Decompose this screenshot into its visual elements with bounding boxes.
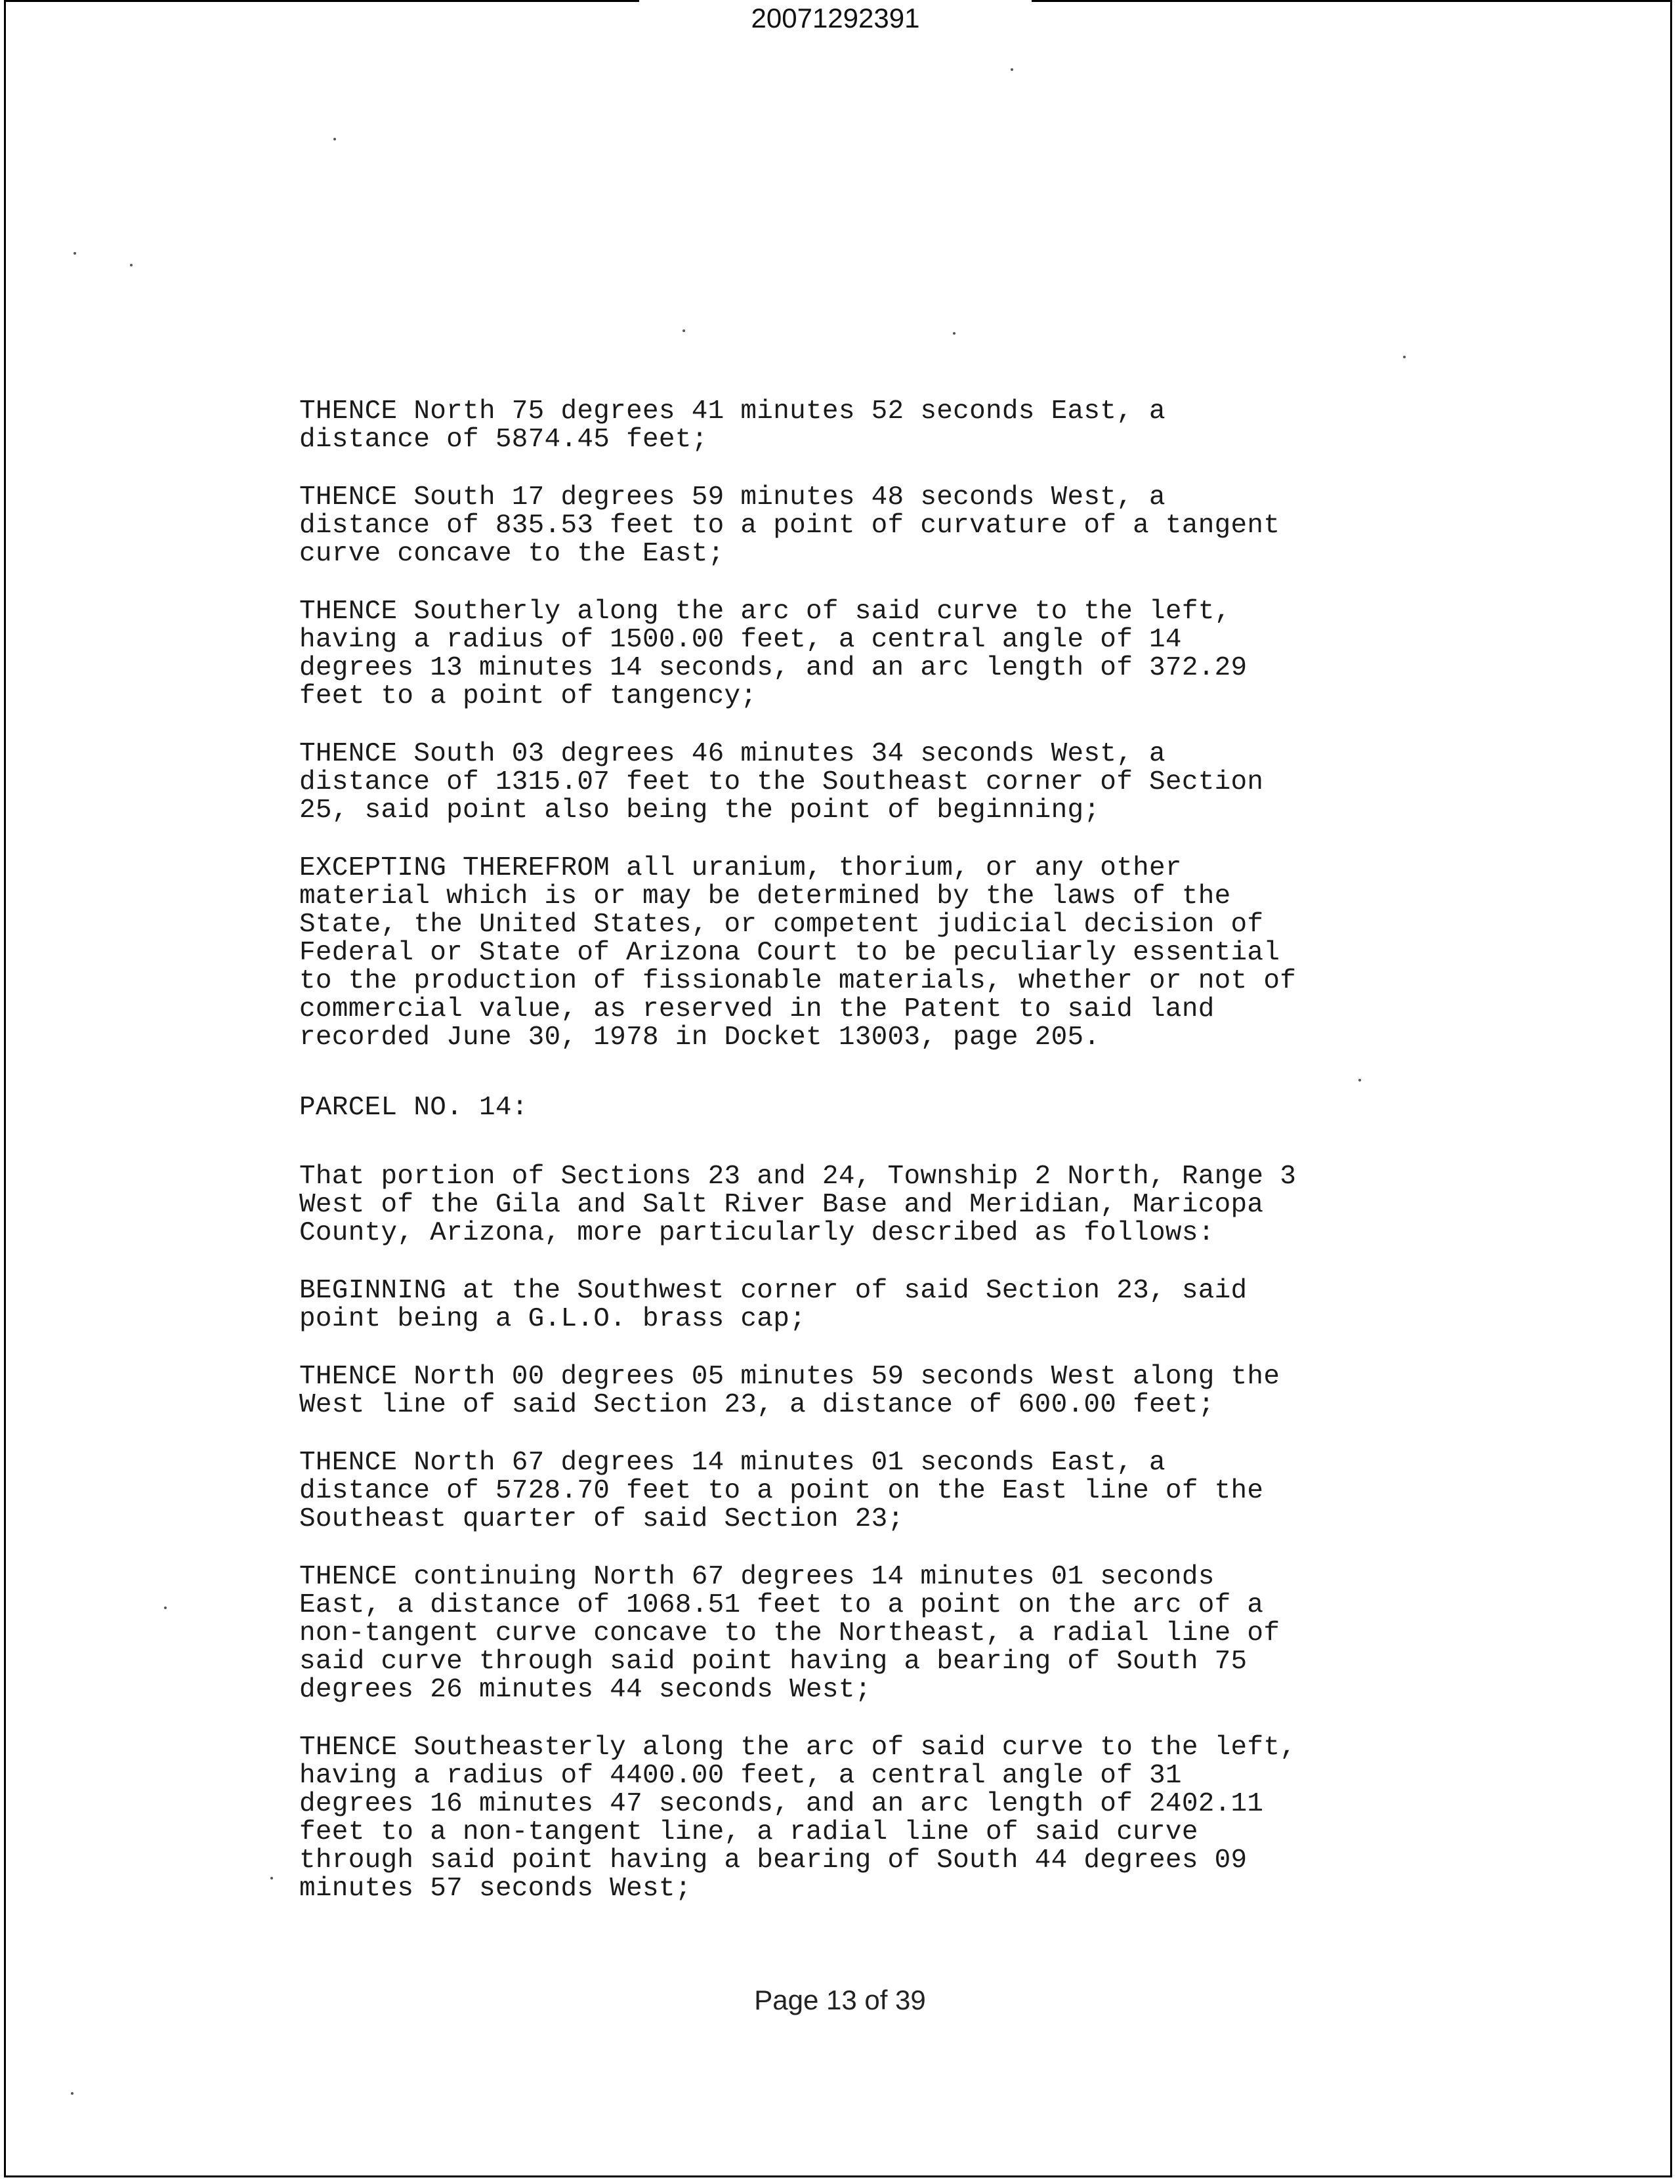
scan-speck bbox=[953, 332, 956, 335]
document-number: 20071292391 bbox=[751, 3, 920, 33]
paragraph-portion-of-sections: That portion of Sections 23 and 24, Township 2 North, Range 3 West of the Gila and Salt River Base and Meridian, Maricopa County, Arizona, more particularly described as follows: bbox=[299, 1162, 1297, 1248]
paragraph-thence-south-17: THENCE South 17 degrees 59 minutes 48 seconds West, a distance of 835.53 feet to a point of curvature of a tangent curve concave to the East; bbox=[299, 482, 1280, 569]
scan-speck bbox=[1011, 68, 1013, 71]
paragraph-thence-southeasterly: THENCE Southeasterly along the arc of said curve to the left, having a radius of 4400.00 feet, a central angle of 31 degrees 16 minutes 47 seconds, and an arc length of 2402.11 feet to a non-tangent line, a radial line of said curve through said point having a bearing of South 44 degrees 09 minutes 57 seconds West; bbox=[299, 1732, 1297, 1904]
scan-speck bbox=[333, 138, 336, 140]
top-border-left bbox=[4, 0, 639, 2]
scan-speck bbox=[164, 1606, 167, 1609]
page-number: Page 13 of 39 bbox=[754, 1984, 926, 2015]
scan-speck bbox=[74, 252, 76, 255]
paragraph-beginning: BEGINNING at the Southwest corner of said Section 23, said point being a G.L.O. brass cap; bbox=[299, 1276, 1248, 1334]
paragraph-thence-north-67: THENCE North 67 degrees 14 minutes 01 seconds East, a distance of 5728.70 feet to a point on the East line of the Southeast quarter of said Section 23; bbox=[299, 1448, 1264, 1534]
paragraph-excepting: EXCEPTING THEREFROM all uranium, thorium, or any other material which is or may be determined by the laws of the State, the United States, or competent judicial decision of Federal or State of Arizona Court to be peculiarly essential to the production of fissionable materials, whether or not of commercial value, as reserved in the Patent to said land recorded June 30, 1978 in Docket 13003, page 205. bbox=[299, 853, 1297, 1053]
paragraph-thence-continuing: THENCE continuing North 67 degrees 14 minutes 01 seconds East, a distance of 1068.51 feet to a point on the arc of a non-tangent curve concave to the Northeast, a radial line of said curve through said point having a bearing of South 75 degrees 26 minutes 44 seconds West; bbox=[299, 1562, 1280, 1705]
scan-speck bbox=[71, 2092, 74, 2095]
scan-speck bbox=[270, 1877, 273, 1880]
paragraph-thence-north-75: THENCE North 75 degrees 41 minutes 52 seconds East, a distance of 5874.45 feet; bbox=[299, 396, 1166, 455]
paragraph-thence-southerly-arc: THENCE Southerly along the arc of said curve to the left, having a radius of 1500.00 feet, a central angle of 14 degrees 13 minutes 14 seconds, and an arc length of 372.29 feet to a point of tangency; bbox=[299, 597, 1248, 711]
scan-speck bbox=[130, 264, 133, 266]
paragraph-thence-south-03: THENCE South 03 degrees 46 minutes 34 seconds West, a distance of 1315.07 feet to the Southeast corner of Section 25, said point also being the point of beginning; bbox=[299, 739, 1264, 826]
scan-speck bbox=[1403, 356, 1406, 358]
parcel-heading: PARCEL NO. 14: bbox=[299, 1093, 528, 1123]
paragraph-thence-north-00: THENCE North 00 degrees 05 minutes 59 seconds West along the West line of said Section 23, a distance of 600.00 feet; bbox=[299, 1362, 1280, 1420]
scan-speck bbox=[682, 329, 685, 332]
top-border-right bbox=[1032, 0, 1672, 2]
document-body bbox=[299, 398, 1441, 1933]
